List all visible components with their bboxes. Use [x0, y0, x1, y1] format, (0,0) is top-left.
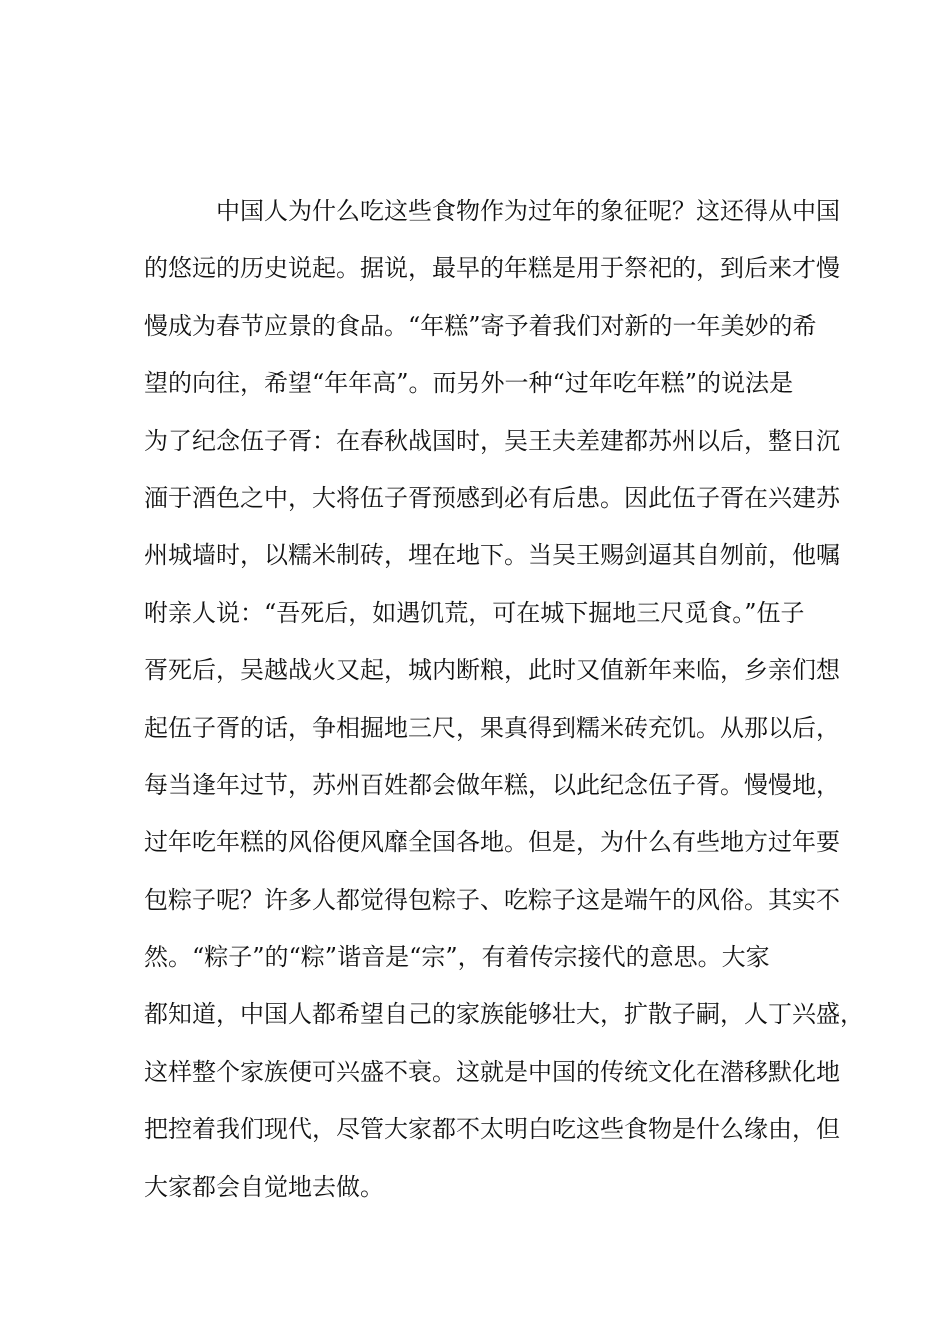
text-line: 过年吃年糕的风俗便风靡全国各地。但是，为什么有些地方过年要: [144, 828, 840, 857]
text-line: 这样整个家族便可兴盛不衰。这就是中国的传统文化在潜移默化地: [144, 1057, 840, 1086]
text-line: 湎于酒色之中，大将伍子胥预感到必有后患。因此伍子胥在兴建苏: [144, 483, 840, 512]
text-line: 每当逢年过节，苏州百姓都会做年糕，以此纪念伍子胥。慢慢地，: [144, 770, 840, 799]
text-line: 州城墙时，以糯米制砖，埋在地下。当吴王赐剑逼其自刎前，他嘱: [144, 541, 840, 570]
text-line: 中国人为什么吃这些食物作为过年的象征呢？这还得从中国: [216, 197, 840, 225]
text-line: 望的向往，希望“年年高”。而另外一种“过年吃年糕”的说法是: [144, 369, 794, 398]
text-line: 胥死后，吴越战火又起，城内断粮，此时又值新年来临，乡亲们想: [144, 656, 840, 685]
text-line: 都知道，中国人都希望自己的家族能够壮大，扩散子嗣，人丁兴盛，: [144, 1000, 864, 1029]
text-line: 大家都会自觉地去做。: [144, 1172, 384, 1201]
text-line: 为了纪念伍子胥：在春秋战国时，吴王夫差建都苏州以后，整日沉: [144, 426, 840, 455]
text-line: 然。“粽子”的“粽”谐音是“宗”，有着传宗接代的意思。大家: [144, 943, 770, 972]
text-line: 把控着我们现代，尽管大家都不太明白吃这些食物是什么缘由，但: [144, 1115, 840, 1144]
body-paragraph: [144, 191, 864, 1224]
text-line: 慢成为春节应景的食品。“年糕”寄予着我们对新的一年美妙的希: [144, 311, 817, 340]
text-line: 的悠远的历史说起。据说，最早的年糕是用于祭祀的，到后来才慢: [144, 254, 840, 283]
text-line: 包粽子呢？许多人都觉得包粽子、吃粽子这是端午的风俗。其实不: [144, 885, 840, 914]
text-line: 起伍子胥的话，争相掘地三尺，果真得到糯米砖充饥。从那以后，: [144, 713, 840, 742]
text-line: 咐亲人说：“吾死后，如遇饥荒，可在城下掘地三尺觅食。”伍子: [144, 598, 805, 627]
